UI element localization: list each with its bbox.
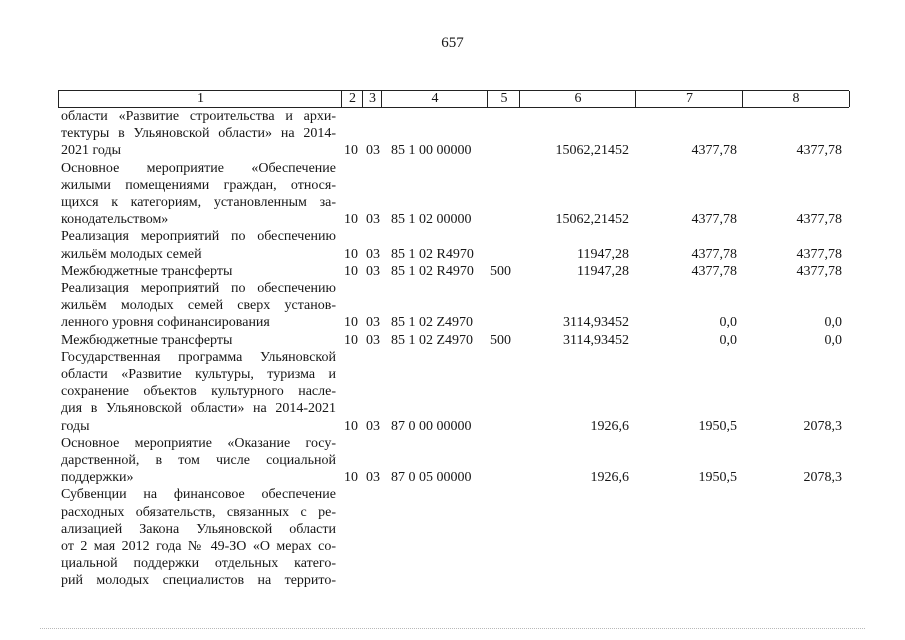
subsection-cell: 03	[366, 246, 380, 262]
row-name: Государственная программа Ульяновской	[61, 349, 336, 365]
amount-col-6: 1926,6	[590, 418, 629, 434]
table-row	[0, 401, 905, 417]
table-row	[0, 487, 905, 503]
row-name: дия в Ульяновской области» на 2014-2021	[61, 401, 336, 417]
row-name: расходных обязательств, связанных с ре-	[61, 504, 336, 520]
subsection-cell: 03	[366, 332, 380, 348]
row-name: жильём молодых семей	[61, 246, 202, 262]
row-name: Субвенции на финансовое обеспечение	[61, 487, 336, 503]
table-row	[0, 384, 905, 400]
section-cell: 10	[344, 212, 358, 228]
row-name: Основное мероприятие «Обеспечение	[61, 160, 336, 176]
target-code-cell: 85 1 02 Z4970	[391, 332, 474, 348]
target-code-cell: 85 1 02 R4970	[391, 246, 474, 262]
target-code-cell: 85 1 02 Z4970	[391, 315, 474, 331]
subsection-cell: 03	[366, 470, 380, 486]
table-row	[0, 333, 905, 349]
table-row	[0, 161, 905, 177]
table-row	[0, 126, 905, 142]
section-cell: 10	[344, 418, 358, 434]
header-col-1: 1	[58, 91, 342, 107]
amount-col-8: 4377,78	[796, 212, 842, 228]
amount-col-6: 11947,28	[577, 263, 629, 279]
row-name: рий молодых специалистов на террито-	[61, 573, 336, 589]
section-cell: 10	[344, 263, 358, 279]
table-row	[0, 315, 905, 331]
amount-col-8: 2078,3	[803, 418, 842, 434]
row-name: области «Развитие строительства и архи-	[61, 109, 336, 124]
row-name: сохранение объектов культурного насле-	[61, 384, 336, 400]
table-row	[0, 350, 905, 366]
scan-edge-divider	[40, 628, 865, 631]
row-name: щихся к категориям, установленным за-	[61, 195, 336, 210]
table-row	[0, 367, 905, 383]
row-name: дарственной, в том числе социальной	[61, 453, 336, 468]
amount-col-7: 1950,5	[698, 418, 737, 434]
amount-col-7: 4377,78	[691, 246, 737, 262]
row-name: области «Развитие культуры, туризма и	[61, 367, 336, 382]
table-row	[0, 298, 905, 314]
subsection-cell: 03	[366, 263, 380, 279]
table-row	[0, 505, 905, 521]
expense-type-cell: 500	[490, 332, 511, 348]
table-row	[0, 573, 905, 589]
row-name: Реализация мероприятий по обеспечению	[61, 229, 336, 245]
page-number: 657	[441, 35, 464, 51]
amount-col-8: 0,0	[824, 332, 842, 348]
row-name: тектуры в Ульяновской области» на 2014-	[61, 126, 336, 142]
amount-col-8: 4377,78	[796, 246, 842, 262]
table-row	[0, 556, 905, 572]
table-row	[0, 419, 905, 435]
target-code-cell: 85 1 02 R4970	[391, 263, 474, 279]
table-row	[0, 453, 905, 469]
header-col-7: 7	[635, 91, 743, 107]
table-row	[0, 470, 905, 486]
table-row	[0, 195, 905, 211]
row-name: ленного уровня софинансирования	[61, 315, 270, 331]
row-name: циальной поддержки отдельных катего-	[61, 556, 336, 572]
target-code-cell: 85 1 02 00000	[391, 212, 472, 228]
expense-type-cell: 500	[490, 263, 511, 279]
subsection-cell: 03	[366, 315, 380, 331]
target-code-cell: 87 0 00 00000	[391, 418, 472, 434]
subsection-cell: 03	[366, 143, 380, 159]
amount-col-8: 4377,78	[796, 143, 842, 159]
amount-col-7: 0,0	[719, 332, 737, 348]
row-name: Основное мероприятие «Оказание госу-	[61, 435, 336, 451]
table-row	[0, 229, 905, 245]
table-row	[0, 522, 905, 538]
row-name: конодательством»	[61, 212, 169, 228]
row-name: Межбюджетные трансферты	[61, 332, 233, 348]
amount-col-6: 15062,21452	[555, 143, 629, 159]
subsection-cell: 03	[366, 418, 380, 434]
row-name: жильём молодых семей сверх установ-	[61, 298, 336, 314]
table-row	[0, 178, 905, 194]
table-row	[0, 212, 905, 228]
table-row	[0, 109, 905, 125]
table-header	[58, 90, 849, 108]
row-name: от 2 мая 2012 года № 49-ЗО «О мерах со-	[61, 539, 336, 554]
amount-col-7: 1950,5	[698, 470, 737, 486]
amount-col-8: 2078,3	[803, 470, 842, 486]
subsection-cell: 03	[366, 212, 380, 228]
amount-col-6: 15062,21452	[555, 212, 629, 228]
header-col-8: 8	[742, 91, 850, 107]
row-name: Реализация мероприятий по обеспечению	[61, 281, 336, 296]
target-code-cell: 85 1 00 00000	[391, 143, 472, 159]
row-name: Межбюджетные трансферты	[61, 263, 233, 279]
amount-col-6: 3114,93452	[563, 332, 629, 348]
amount-col-8: 4377,78	[796, 263, 842, 279]
row-name: 2021 годы	[61, 143, 122, 159]
section-cell: 10	[344, 246, 358, 262]
row-name: годы	[61, 418, 90, 434]
amount-col-8: 0,0	[824, 315, 842, 331]
header-col-4: 4	[381, 91, 488, 107]
amount-col-7: 4377,78	[691, 143, 737, 159]
table-row	[0, 539, 905, 555]
table-row	[0, 264, 905, 280]
header-col-5: 5	[487, 91, 520, 107]
row-name: поддержки»	[61, 470, 134, 486]
row-name: ализацией Закона Ульяновской области	[61, 521, 336, 537]
row-name: жилыми помещениями граждан, относя-	[61, 177, 336, 193]
section-cell: 10	[344, 143, 358, 159]
amount-col-6: 1926,6	[590, 470, 629, 486]
amount-col-6: 3114,93452	[563, 315, 629, 331]
section-cell: 10	[344, 470, 358, 486]
table-row	[0, 247, 905, 263]
amount-col-6: 11947,28	[577, 246, 629, 262]
amount-col-7: 4377,78	[691, 212, 737, 228]
amount-col-7: 0,0	[719, 315, 737, 331]
table-row	[0, 281, 905, 297]
section-cell: 10	[344, 332, 358, 348]
target-code-cell: 87 0 05 00000	[391, 470, 472, 486]
amount-col-7: 4377,78	[691, 263, 737, 279]
header-col-6: 6	[519, 91, 636, 107]
section-cell: 10	[344, 315, 358, 331]
header-col-2: 2	[341, 91, 363, 107]
header-col-3: 3	[362, 91, 382, 107]
table-row	[0, 143, 905, 159]
table-row	[0, 436, 905, 452]
